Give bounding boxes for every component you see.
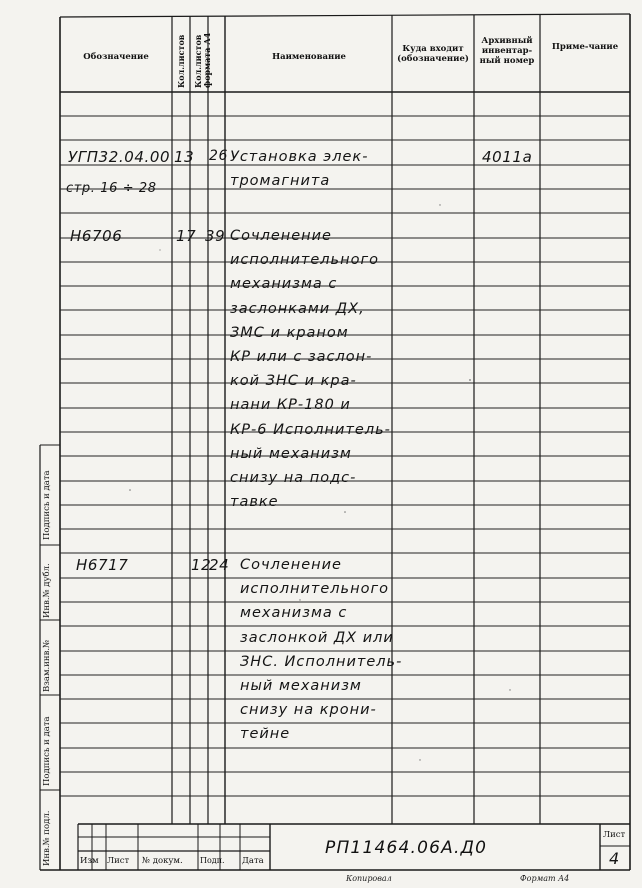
entry-designation: Н6706 xyxy=(70,227,123,245)
header-sheets-count: Кол.листов xyxy=(176,34,186,88)
stamp-data: Дата xyxy=(242,856,264,866)
entry-sheets-a4: 24 xyxy=(209,556,230,574)
header-archive-no: Архивный инвентар-ный номер xyxy=(479,36,535,66)
entry-sheets-a4: 39 xyxy=(205,227,226,245)
entry-name-line: ный механизм xyxy=(230,445,352,462)
entry-name-line: исполнительного xyxy=(230,252,379,269)
stamp-doc-no: № докум. xyxy=(142,856,183,866)
entry-designation-sub: стр. 16 ÷ 28 xyxy=(66,181,157,196)
entry-name-line: кой ЗНС и кра- xyxy=(230,373,357,390)
header-sheets-a4: Кол.листов формата А4 xyxy=(193,32,212,88)
entry-name-line: КР-6 Исполнитель- xyxy=(230,421,391,438)
stamp-list: Лист xyxy=(107,856,130,866)
side-label-inv-podl: Инв.№ подл. xyxy=(42,810,52,866)
side-label-vzam-inv: Взам.инв.№ xyxy=(42,639,52,692)
entry-name-line: заслонками ДХ, xyxy=(230,300,365,317)
footer-copied: Копировал xyxy=(346,874,392,883)
side-label-inv-dubl: Инв.№ дубл. xyxy=(42,563,52,618)
entry-name-line: тейне xyxy=(240,726,291,743)
entry-name-line: КР или с заслон- xyxy=(230,349,373,365)
entry-name-line: снизу на подс- xyxy=(230,470,357,486)
entry-name-line: тавке xyxy=(230,494,279,511)
entry-name-line: Сочленение xyxy=(240,557,342,573)
stamp-sheet-no: 4 xyxy=(609,849,620,868)
entry-name-line: механизма с xyxy=(230,276,338,293)
stamp-podp: Подп. xyxy=(200,856,225,865)
entry-sheets: 12 xyxy=(191,556,212,574)
entry-sheets: 17 xyxy=(176,227,197,245)
entry-name-line: заслонкой ДХ или xyxy=(240,629,394,646)
header-note: Приме-чание xyxy=(551,42,619,52)
entry-designation: Н6717 xyxy=(76,556,129,574)
entry-archive: 4011а xyxy=(482,148,533,166)
entry-name-line: тромагнита xyxy=(230,173,331,189)
header-name: Наименование xyxy=(272,52,346,62)
entry-sheets-a4: 26 xyxy=(209,148,229,164)
entry-name-line: Сочленение xyxy=(230,228,332,244)
entry-name-line: ный механизм xyxy=(240,678,362,694)
stamp-sheet-label: Лист xyxy=(603,830,626,840)
header-designation: Обозначение xyxy=(83,52,149,62)
entry-sheets: 13 xyxy=(174,148,195,166)
entry-name-line: механизма с xyxy=(240,605,348,622)
entry-name-line: исполнительного xyxy=(240,581,389,598)
document-code: РП11464.06А.Д0 xyxy=(325,838,488,858)
entry-designation: УГП32.04.00 xyxy=(68,148,171,166)
side-label-sign-date-top: Подпись и дата xyxy=(42,470,52,540)
entry-name-line: Установка элек- xyxy=(230,149,369,165)
entry-name-line: снизу на крони- xyxy=(240,702,377,719)
footer-format: Формат А4 xyxy=(520,874,570,883)
entry-name-line: нани КР-180 и xyxy=(230,397,351,414)
entry-name-line: ЗМС и краном xyxy=(230,324,349,341)
side-label-sign-date-bottom: Подпись и дата xyxy=(42,716,52,786)
stamp-izm: Изм xyxy=(80,856,99,866)
entry-name-line: ЗНС. Исполнитель- xyxy=(240,653,403,670)
header-used-in: Куда входит (обозначение) xyxy=(397,44,469,64)
